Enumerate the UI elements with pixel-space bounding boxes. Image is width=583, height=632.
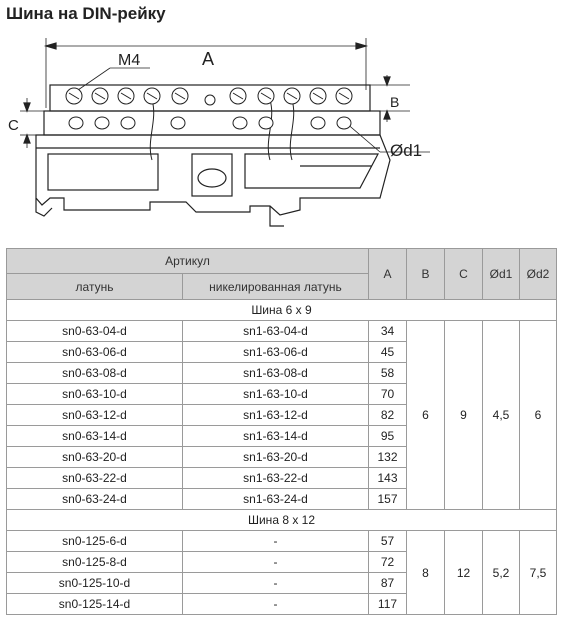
cell-a: 95 [369,426,407,447]
cell-brass: sn0-63-04-d [7,321,183,342]
cell-brass: sn0-63-20-d [7,447,183,468]
header-d2: Ød2 [520,249,557,300]
cell-brass: sn0-63-06-d [7,342,183,363]
cell-nickel: sn1-63-04-d [183,321,369,342]
cell-d2: 7,5 [520,531,557,615]
cell-d1: 5,2 [483,531,520,615]
cell-brass: sn0-63-10-d [7,384,183,405]
header-c: C [445,249,483,300]
label-m4: M4 [118,52,141,69]
cell-a: 82 [369,405,407,426]
cell-a: 87 [369,573,407,594]
cell-c: 12 [445,531,483,615]
group-title: Шина 8 x 12 [7,510,557,531]
cell-nickel: sn1-63-20-d [183,447,369,468]
cell-b: 6 [407,321,445,510]
busbar-drawing [0,30,583,240]
label-a: A [202,49,215,69]
group-row [7,300,557,321]
cell-nickel: - [183,594,369,615]
cell-nickel: sn1-63-22-d [183,468,369,489]
cell-a: 34 [369,321,407,342]
cell-brass: sn0-125-14-d [7,594,183,615]
cell-a: 143 [369,468,407,489]
header-article: Артикул [7,249,369,274]
cell-brass: sn0-63-14-d [7,426,183,447]
header-nickel: никелированная латунь [183,274,369,300]
cell-nickel: sn1-63-10-d [183,384,369,405]
cell-nickel: - [183,531,369,552]
cell-a: 72 [369,552,407,573]
cell-brass: sn0-63-24-d [7,489,183,510]
cell-nickel: - [183,573,369,594]
group-title: Шина 6 x 9 [7,300,557,321]
label-b: B [390,94,400,110]
cell-nickel: sn1-63-12-d [183,405,369,426]
cell-c: 9 [445,321,483,510]
cell-brass: sn0-125-6-d [7,531,183,552]
cell-a: 70 [369,384,407,405]
cell-brass: sn0-63-08-d [7,363,183,384]
cell-a: 157 [369,489,407,510]
cell-brass: sn0-125-10-d [7,573,183,594]
label-c: C [8,117,19,134]
table-row [7,321,557,342]
cell-a: 45 [369,342,407,363]
header-b: B [407,249,445,300]
header-a: A [369,249,407,300]
cell-a: 58 [369,363,407,384]
cell-d2: 6 [520,321,557,510]
table-row [7,531,557,552]
spec-table [6,248,557,615]
cell-nickel: sn1-63-06-d [183,342,369,363]
cell-a: 132 [369,447,407,468]
cell-nickel: sn1-63-14-d [183,426,369,447]
cell-nickel: sn1-63-08-d [183,363,369,384]
header-brass: латунь [7,274,183,300]
cell-nickel: - [183,552,369,573]
cell-brass: sn0-63-12-d [7,405,183,426]
spec-table-body [7,300,557,615]
label-d1: Ød1 [390,141,423,160]
cell-brass: sn0-63-22-d [7,468,183,489]
cell-brass: sn0-125-8-d [7,552,183,573]
header-d1: Ød1 [483,249,520,300]
cell-a: 57 [369,531,407,552]
cell-d1: 4,5 [483,321,520,510]
group-row [7,510,557,531]
page-title: Шина на DIN-рейку [6,4,166,23]
cell-a: 117 [369,594,407,615]
cell-b: 8 [407,531,445,615]
cell-nickel: sn1-63-24-d [183,489,369,510]
